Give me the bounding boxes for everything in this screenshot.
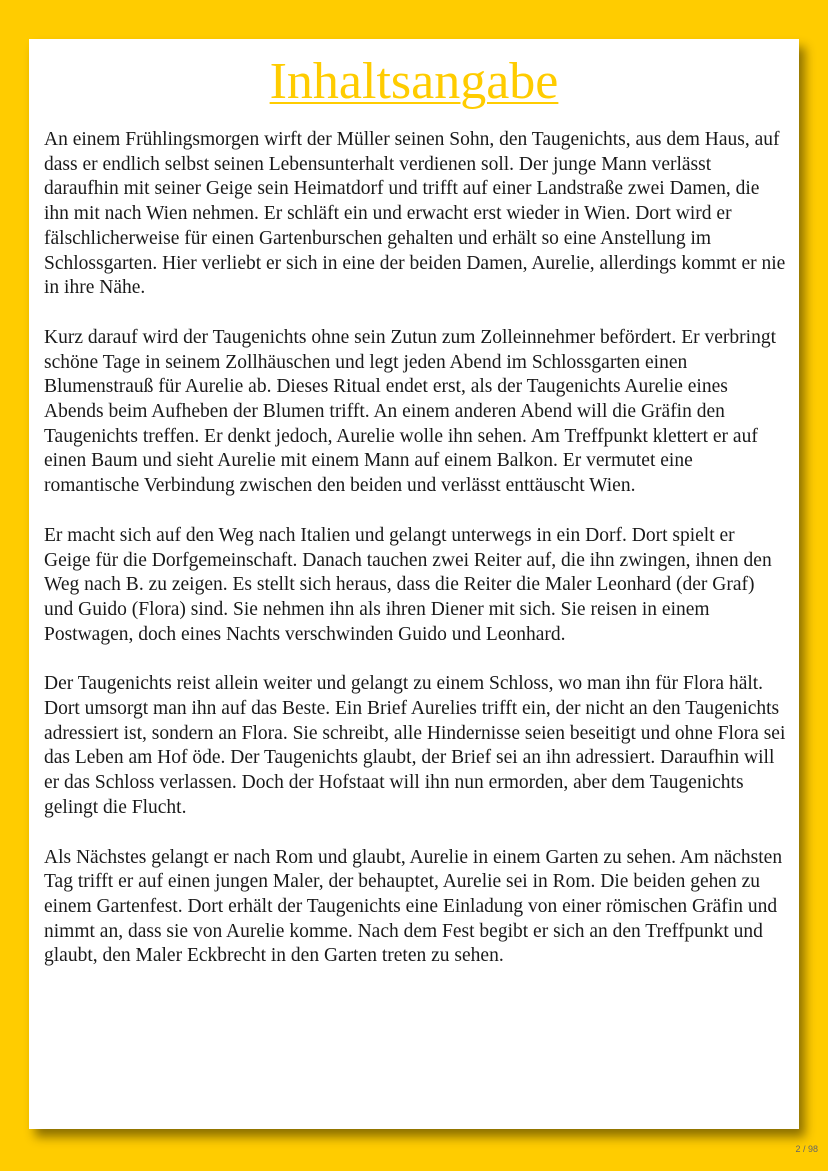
paragraph-3: Er macht sich auf den Weg nach Italien und gelangt unterwegs in ein Dorf. Dort spielt er Geige für die Dorfgemeinschaft. Danach tauchen zwei Reiter auf, die ihn zwingen, ihnen den Weg nach B. zu zeigen. Es stellt sich heraus, dass die Reiter die Maler Leonhard (der Graf) und Guido (Flora) sind. Sie nehmen ihn als ihren Diener mit sich. Sie reisen in einem Postwagen, doch eines Nachts verschwinden Guido und Leonhard. <box>44 524 772 645</box>
page-title: Inhaltsangabe <box>269 53 559 110</box>
page-number: 2 / 98 <box>795 1144 818 1154</box>
paragraph-4: Der Taugenichts reist allein weiter und gelangt zu einem Schloss, wo man ihn für Flora hält. Dort umsorgt man ihn auf das Beste. Ein Brief Aurelies trifft ein, der nicht an den Taugenichts adressiert ist, sondern an Flora. Sie schreibt, alle Hindernisse seien beseitigt und ohne Flora sei das Leben am Hof öde. Der Taugenichts glaubt, der Brief sei an ihn adressiert. Daraufhin will er das Schloss verlassen. Doch der Hofstaat will ihn nun ermorden, aber dem Taugenichts gelingt die Flucht. <box>44 673 786 818</box>
document-body <box>44 128 786 994</box>
paragraph-2: Kurz darauf wird der Taugenichts ohne sein Zutun zum Zolleinnehmer befördert. Er verbringt schöne Tage in seinem Zollhäuschen und legt jeden Abend im Schlossgarten einen Blumenstrauß für Aurelie ab. Dieses Ritual endet erst, als der Taugenichts Aurelie eines Abends beim Aufheben der Blumen trifft. An einem anderen Abend will die Gräfin den Taugenichts treffen. Er denkt jedoch, Aurelie wolle ihn sehen. Am Treffpunkt klettert er auf einen Baum und sieht Aurelie mit einem Mann auf einem Balkon. Er vermutet eine romantische Verbindung zwischen den beiden und verlässt enttäuscht Wien. <box>44 326 776 497</box>
paragraph-5: Als Nächstes gelangt er nach Rom und glaubt, Aurelie in einem Garten zu sehen. Am nächsten Tag trifft er auf einen jungen Maler, der behauptet, Aurelie sei in Rom. Die beiden gehen zu einem Gartenfest. Dort erhält der Taugenichts eine Einladung von einer römischen Gräfin und nimmt an, dass sie von Aurelie komme. Nach dem Fest begibt er sich an den Treffpunkt und glaubt, den Maler Eckbrecht in den Garten treten zu sehen. <box>44 846 783 967</box>
paragraph-1: An einem Frühlingsmorgen wirft der Müller seinen Sohn, den Taugenichts, aus dem Haus, auf dass er endlich selbst seinen Lebensunterhalt verdienen soll. Der junge Mann verlässt daraufhin mit seiner Geige sein Heimatdorf und trifft auf einer Landstraße zwei Damen, die ihn mit nach Wien nehmen. Er schläft ein und erwacht erst wieder in Wien. Dort wird er fälschlicherweise für einen Gartenburschen gehalten und erhält so eine Anstellung im Schlossgarten. Hier verliebt er sich in eine der beiden Damen, Aurelie, allerdings kommt er nie in ihre Nähe. <box>44 129 786 299</box>
